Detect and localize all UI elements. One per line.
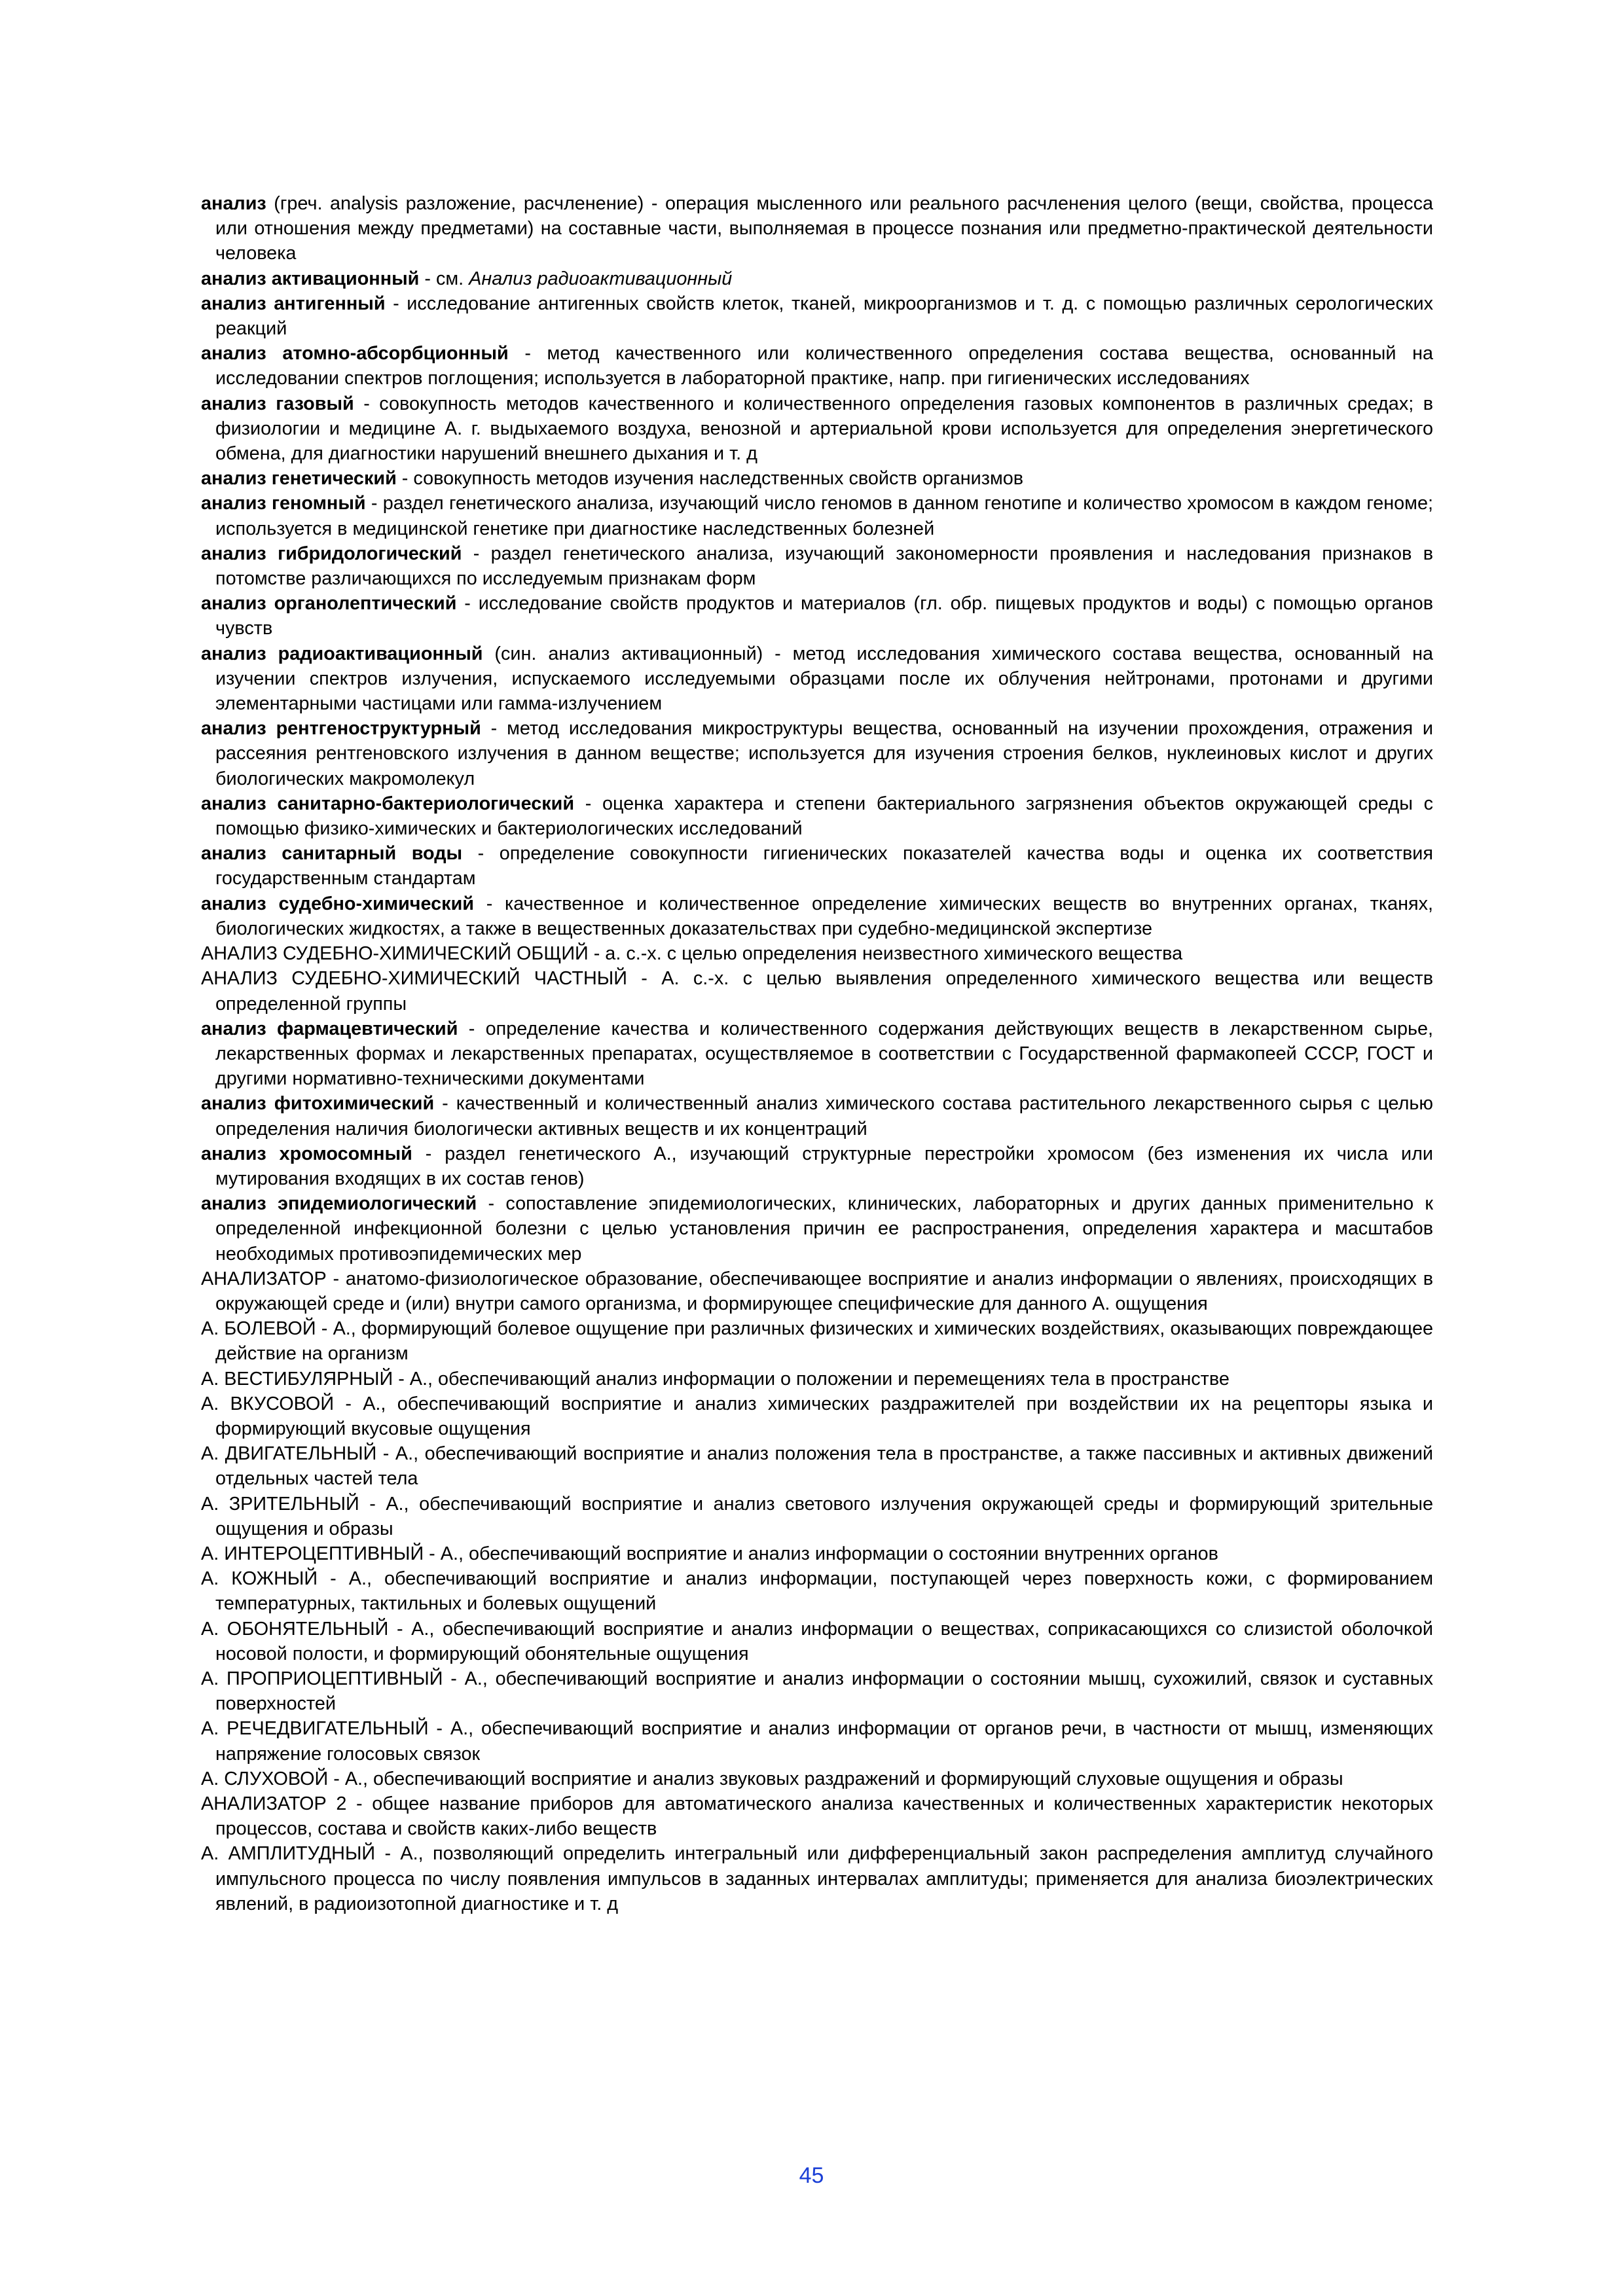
page-number: 45 [799, 2163, 824, 2188]
entry-analiz [201, 191, 1433, 266]
entry-a-vestibuliarnyi [201, 1367, 1433, 1391]
entry-term: анализ генетический [201, 468, 397, 490]
entry-a-amplitudnyi [201, 1841, 1433, 1916]
entry-analiz-antigennyi [201, 291, 1433, 341]
entry-term: анализ хромосомный [201, 1143, 412, 1164]
entry-a-zritelnyi [201, 1492, 1433, 1541]
entry-a-interotseptivnyi [201, 1541, 1433, 1566]
entry-definition: АНАЛИЗ СУДЕБНО-ХИМИЧЕСКИЙ ОБЩИЙ - а. с.-х. с целью определения неизвестного химического вещества [201, 943, 1183, 965]
entry-a-vkusovoi [201, 1391, 1433, 1441]
entry-analiz-fitokhimicheskii [201, 1091, 1433, 1141]
entry-analiz-epidemiologicheskii [201, 1191, 1433, 1266]
entry-analiz-sanitarnyi-vody [201, 841, 1433, 891]
entry-term: анализ [201, 193, 266, 214]
entry-term: анализ эпидемиологический [201, 1193, 477, 1215]
entry-analiz-sudebno-khimicheskii [201, 891, 1433, 941]
entry-definition: - качественное и количественное определение химических веществ во внутренних органах, тканях, биологических жидкостях, а также в вещественных доказательствах при судебно-медицинской экспертизе [215, 893, 1433, 939]
entry-analiz-gazovyi [201, 391, 1433, 467]
entry-definition: - исследование антигенных свойств клеток, тканей, микроорганизмов и т. д. с помощью различных серологических реакций [215, 293, 1433, 340]
entry-definition: - метод качественного или количественного определения состава вещества, основанный на исследовании спектров поглощения; используется в лабораторной практике, напр. при гигиенических исследованиях [215, 343, 1433, 389]
entry-definition: - качественный и количественный анализ химического состава растительного лекарственного сырья с целью определения наличия биологически активных веществ и их концентраций [215, 1093, 1433, 1139]
entry-term: анализ антигенный [201, 293, 386, 314]
entry-analiz-radioaktivatsionnyi [201, 641, 1433, 717]
entry-definition: А. ВЕСТИБУЛЯРНЫЙ - А., обеспечивающий анализ информации о положении и перемещениях тела в пространстве [201, 1368, 1230, 1390]
entry-term: анализ атомно-абсорбционный [201, 343, 509, 365]
entry-definition: - раздел генетического анализа, изучающий закономерности проявления и наследования признаков в потомстве различающихся по исследуемым признакам форм [215, 543, 1434, 590]
entry-term: анализ санитарный воды [201, 843, 463, 865]
entry-term: анализ газовый [201, 393, 354, 414]
entry-term: анализ судебно-химический [201, 893, 474, 914]
entry-definition: А. БОЛЕВОЙ - А., формирующий болевое ощущение при различных физических и химических воздействиях, оказывающих повреждающее действие на организм [201, 1318, 1433, 1365]
entry-analiz-atomno-absorbtsionnyi [201, 341, 1433, 391]
entry-definition: А. ПРОПРИОЦЕПТИВНЫЙ - А., обеспечивающий восприятие и анализ информации о состоянии мышц, сухожилий, связок и суставных поверхностей [201, 1668, 1433, 1715]
entry-analiz-genomnyi [201, 491, 1433, 541]
entry-a-dvigatelnyi [201, 1441, 1433, 1491]
entry-analiz-geneticheskii [201, 466, 1433, 491]
entry-definition: - исследование свойств продуктов и материалов (гл. обр. пищевых продуктов и воды) с помощью органов чувств [215, 593, 1433, 639]
entry-definition: А. АМПЛИТУДНЫЙ - А., позволяющий определить интегральный или дифференциальный закон распределения амплитуд случайного импульсного процесса по числу появления импульсов в заданных интервалах амплитуды; применяется для анализа биоэлектрических явлений, в радиоизотопной диагностике и т. д [201, 1843, 1433, 1914]
entry-term: анализ активационный [201, 268, 420, 289]
entry-definition: А. ЗРИТЕЛЬНЫЙ - А., обеспечивающий восприятие и анализ светового излучения окружающей среды и формирующий зрительные ощущения и образы [201, 1493, 1433, 1539]
entry-definition: (син. анализ активационный) - метод исследования химического состава вещества, основанный на изучении спектров излучения, испускаемого исследуемыми образцами после их облучения нейтронами, протонами и другими элементарными частицами или гамма-излучением [215, 643, 1433, 715]
entry-term: анализ фармацевтический [201, 1018, 458, 1039]
entry-a-rechedvigatelnyi [201, 1716, 1433, 1766]
entry-definition: - сопоставление эпидемиологических, клинических, лабораторных и других данных применительно к определенной инфекционной болезни с целью установления причин ее распространения, определения характера и масштабов необходимых противоэпидемических мер [215, 1193, 1433, 1265]
entry-definition: - совокупность методов качественного и количественного определения газовых компонентов в различных средах; в физиологии и медицине А. г. выдыхаемого воздуха, венозной и артериальной крови используется для определения энергетического обмена, для диагностики нарушений внешнего дыхания и т. д [215, 393, 1433, 465]
entry-term: анализ органолептический [201, 593, 457, 615]
entry-definition: А. ДВИГАТЕЛЬНЫЙ - А., обеспечивающий восприятие и анализ положения тела в пространстве, а также пассивных и активных движений отдельных частей тела [201, 1443, 1433, 1490]
entry-analiz-rentgenostrukturnyi [201, 716, 1433, 791]
entry-analiz-sudebno-khimicheskii-obshchii [201, 941, 1433, 966]
entry-definition: АНАЛИЗ СУДЕБНО-ХИМИЧЕСКИЙ ЧАСТНЫЙ - А. с.-х. с целью выявления определенного химического вещества или веществ определенной группы [201, 968, 1433, 1014]
dictionary-page [201, 191, 1433, 1916]
entry-definition: - оценка характера и степени бактериального загрязнения объектов окружающей среды с помощью физико-химических и бактериологических исследований [215, 793, 1433, 840]
entry-definition: - определение совокупности гигиенических показателей качества воды и оценка их соответствия государственным стандартам [215, 843, 1433, 889]
entry-a-propriotseptivnyi [201, 1666, 1433, 1716]
entry-term: анализ радиоактивационный [201, 643, 483, 664]
entry-analiz-sanitarno-bakteriologicheskii [201, 791, 1433, 841]
entry-definition: - раздел генетического анализа, изучающий число геномов в данном генотипе и количество хромосом в каждом геноме; используется в медицинской генетике при диагностике наследственных болезней [215, 493, 1433, 539]
entry-definition: А. СЛУХОВОЙ - А., обеспечивающий восприятие и анализ звуковых раздражений и формирующий слуховые ощущения и образы [201, 1768, 1343, 1789]
entry-analiz-aktivatsionnyi [201, 266, 1433, 291]
entry-term: анализ гибридологический [201, 543, 462, 564]
entry-definition: АНАЛИЗАТОР 2 - общее название приборов для автоматического анализа качественных и количественных характеристик некоторых процессов, состава и свойств каких-либо веществ [201, 1793, 1433, 1840]
entry-definition: А. ИНТЕРОЦЕПТИВНЫЙ - А., обеспечивающий восприятие и анализ информации о состоянии внутренних органов [201, 1543, 1218, 1564]
entry-definition: А. КОЖНЫЙ - А., обеспечивающий восприятие и анализ информации, поступающей через поверхность кожи, с формированием температурных, тактильных и болевых ощущений [201, 1568, 1433, 1615]
entry-term: анализ рентгеноструктурный [201, 718, 481, 740]
entry-definition: - раздел генетического А., изучающий структурные перестройки хромосом (без изменения их числа или мутирования входящих в их состав генов) [215, 1143, 1433, 1189]
entry-analiz-khromosomnyi [201, 1141, 1433, 1191]
entry-definition: А. РЕЧЕДВИГАТЕЛЬНЫЙ - А., обеспечивающий восприятие и анализ информации от органов речи, в частности от мышц, изменяющих напряжение голосовых связок [201, 1718, 1433, 1765]
entry-a-slukhovoi [201, 1767, 1433, 1791]
entry-definition: АНАЛИЗАТОР - анатомо-физиологическое образование, обеспечивающее восприятие и анализ информации о явлениях, происходящих в окружающей среде и (или) внутри самого организма, и формирующее специфические для данного А. ощущения [201, 1268, 1433, 1314]
entry-term: анализ геномный [201, 493, 366, 514]
entry-analizator [201, 1266, 1433, 1316]
entry-definition: - метод исследования микроструктуры вещества, основанный на изучении прохождения, отражения и рассеяния рентгеновского излучения в данном веществе; используется для изучения строения белков, нуклеиновых кислот и других биологических макромолекул [215, 718, 1433, 789]
entry-analiz-organolepticheskii [201, 591, 1433, 641]
entry-definition: - определение качества и количественного содержания действующих веществ в лекарственном сырье, лекарственных формах и лекарственных препаратах, осуществляемое в соответствии с Государственной фармакопеей СССР, ГОСТ и другими нормативно-техническими документами [215, 1018, 1433, 1090]
entry-a-kozhnyi [201, 1566, 1433, 1616]
entry-definition: А. ОБОНЯТЕЛЬНЫЙ - А., обеспечивающий восприятие и анализ информации о веществах, соприкасающихся со слизистой оболочкой носовой полости, и формирующий обонятельные ощущения [201, 1618, 1433, 1664]
entry-definition: - см. [419, 268, 469, 289]
entry-analiz-gibridologicheskii [201, 541, 1433, 591]
entry-analizator-2 [201, 1791, 1433, 1841]
entry-analiz-farmatsevticheskii [201, 1016, 1433, 1092]
entry-definition: А. ВКУСОВОЙ - А., обеспечивающий восприятие и анализ химических раздражителей при воздействии их на рецепторы языка и формирующий вкусовые ощущения [201, 1393, 1433, 1439]
cross-reference: Анализ радиоактивационный [469, 268, 733, 289]
entry-a-bolevoi [201, 1316, 1433, 1366]
entry-a-obonyatelnyi [201, 1617, 1433, 1666]
entry-definition: - совокупность методов изучения наследственных свойств организмов [396, 468, 1024, 490]
entry-term: анализ санитарно-бактериологический [201, 793, 575, 814]
entry-definition: (греч. analysis разложение, расчленение) - операция мысленного или реального расчленения целого (вещи, свойства, процесса или отношения между предметами) на составные части, выполняемая в процессе познания или предметно-практической деятельности человека [215, 193, 1433, 264]
entry-analiz-sudebno-khimicheskii-chastnyi [201, 966, 1433, 1016]
entry-term: анализ фитохимический [201, 1093, 435, 1115]
